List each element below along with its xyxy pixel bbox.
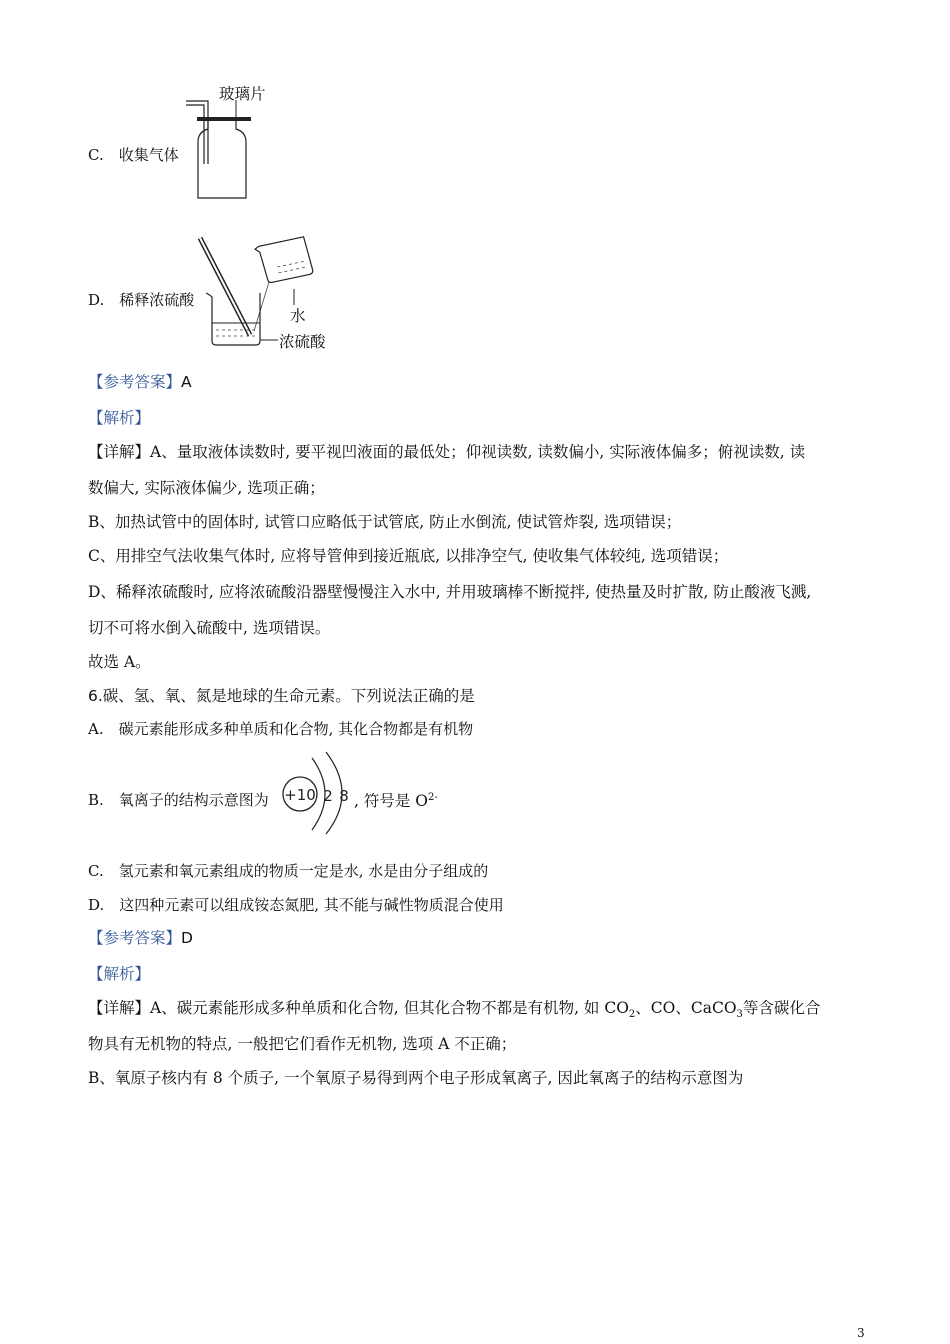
ion-symbol-text: , 符号是 O xyxy=(354,792,428,810)
answer-tag: 【参考答案】 xyxy=(88,373,182,391)
option-c-collect-gas: C. 收集气体 xyxy=(88,146,179,164)
answer-line-q6 xyxy=(88,926,193,948)
label-water: 水 xyxy=(290,307,306,325)
page-number: 3 xyxy=(857,1326,865,1340)
answer-line-q5 xyxy=(88,370,192,392)
option-b-suffix xyxy=(354,789,438,811)
detail-a-line2: 数偏大, 实际液体偏少, 选项正确； xyxy=(88,479,325,497)
detail-b: B、加热试管中的固体时, 试管口应略低于试管底, 防止水倒流, 使试管炸裂, 选项错误； xyxy=(88,513,682,531)
caco3-subscript: 3 xyxy=(736,1009,743,1021)
shell-2-count: 8 xyxy=(339,787,349,805)
oxygen-ion-structure-diagram xyxy=(282,750,354,836)
detail-tag: 【详解】 xyxy=(88,999,151,1017)
q6-option-b xyxy=(88,789,269,810)
answer-value: A xyxy=(181,373,192,391)
q6-option-c: C. 氢元素和氧元素组成的物质一定是水, 水是由分子组成的 xyxy=(88,862,489,880)
detail-tag: 【详解】 xyxy=(88,443,151,461)
question-6: 6.碳、氢、氧、氮是地球的生命元素。下列说法正确的是 xyxy=(88,687,475,705)
analysis-tag: 【解析】 xyxy=(88,409,151,427)
conclusion: 故选 A。 xyxy=(88,653,151,671)
label-concentrated-acid: 浓硫酸 xyxy=(279,333,326,351)
q6-detail-a-line1 xyxy=(88,996,820,1020)
answer-tag: 【参考答案】 xyxy=(88,929,182,947)
co2-subscript: 2 xyxy=(628,1009,636,1021)
option-d-dilute-acid: D. 稀释浓硫酸 xyxy=(88,291,195,309)
shell-1-count: 2 xyxy=(323,787,333,805)
nucleus-label: +10 xyxy=(284,786,316,804)
label-glass-plate: 玻璃片 xyxy=(219,85,266,103)
gas-collection-bottle-diagram xyxy=(186,96,256,202)
q6-option-a: A. 碳元素能形成多种单质和化合物, 其化合物都是有机物 xyxy=(88,720,474,738)
option-b-prefix: B. 氧离子的结构示意图为 xyxy=(88,791,269,809)
q6-option-d: D. 这四种元素可以组成铵态氮肥, 其不能与碱性物质混合使用 xyxy=(88,896,504,914)
detail-a-text-2: 、CO、CaCO xyxy=(635,999,737,1017)
detail-a-line1 xyxy=(88,440,805,462)
detail-a-text: A、量取液体读数时, 要平视凹液面的最低处；仰视读数, 读数偏小, 实际液体偏多；俯视读数, 读 xyxy=(150,443,806,461)
detail-d-line2: 切不可将水倒入硫酸中, 选项错误。 xyxy=(88,619,331,637)
analysis-tag: 【解析】 xyxy=(88,965,151,983)
detail-d-line1: D、稀释浓硫酸时, 应将浓硫酸沿器壁慢慢注入水中, 并用玻璃棒不断搅拌, 使热量及时扩散, 防止酸液飞溅, xyxy=(88,583,812,601)
q6-detail-b: B、氧原子核内有 8 个质子, 一个氧原子易得到两个电子形成氧离子, 因此氧离子的结构示意图为 xyxy=(88,1069,744,1087)
detail-a-text-1: A、碳元素能形成多种单质和化合物, 但其化合物不都是有机物, 如 CO xyxy=(150,999,629,1017)
detail-c: C、用排空气法收集气体时, 应将导管伸到接近瓶底, 以排净空气, 使收集气体较纯, 选项错误； xyxy=(88,547,729,565)
answer-value: D xyxy=(181,929,193,947)
detail-a-text-3: 等含碳化合 xyxy=(742,999,821,1017)
ion-charge: 2- xyxy=(428,791,438,803)
q6-detail-a-line2: 物具有无机物的特点, 一般把它们看作无机物, 选项 A 不正确； xyxy=(88,1035,517,1053)
